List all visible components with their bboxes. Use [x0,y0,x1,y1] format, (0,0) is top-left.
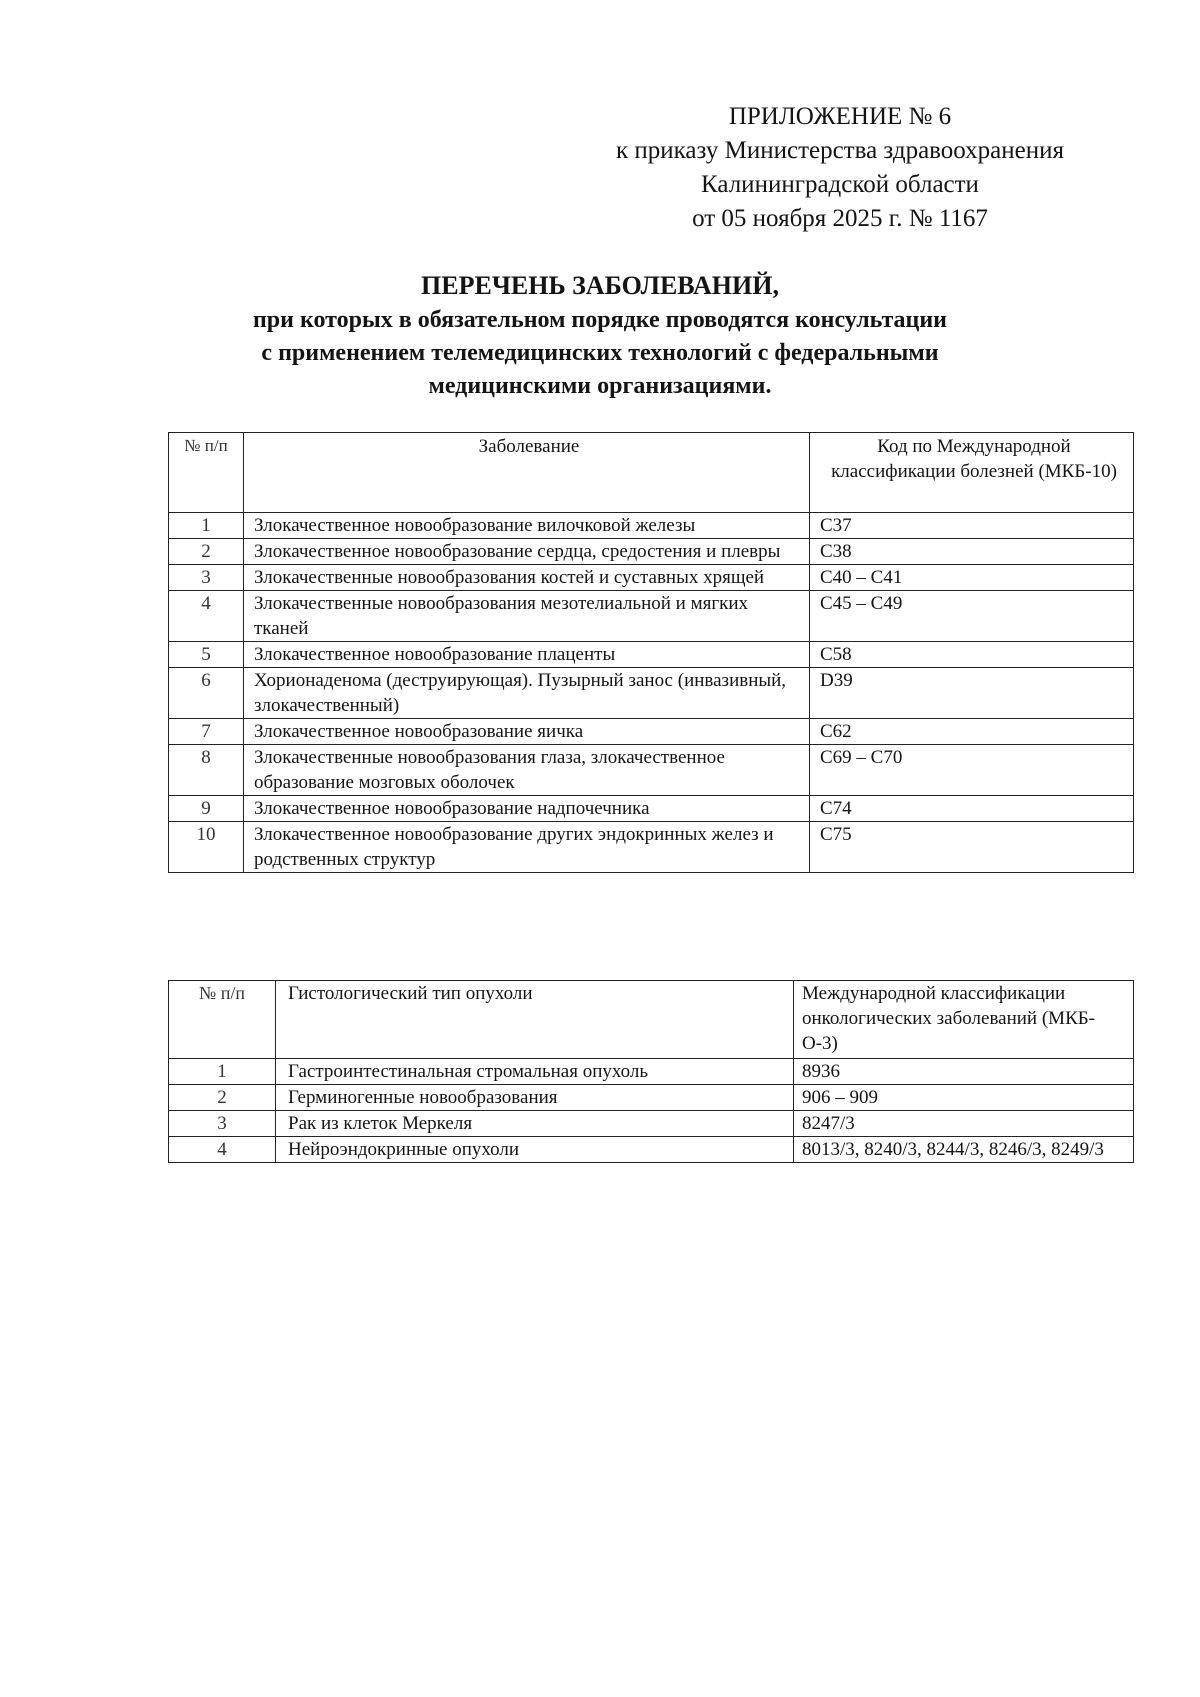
tumor-type: Герминогенные новообразования [276,1085,794,1111]
icd10-code: C45 – C49 [810,591,1134,642]
row-number: 1 [169,1059,276,1085]
table-row [169,565,1134,591]
order-ministry-line: к приказу Министерства здравоохранения [615,137,1065,164]
table-row [169,822,1134,873]
table-row [169,1085,1134,1111]
row-number: 3 [169,1111,276,1137]
table-row [169,668,1134,719]
row-number: 10 [169,822,244,873]
table-header-row [169,433,1134,513]
title-subline-2: с применением телемедицинских технологий с федеральными [261,340,939,366]
appendix-number: ПРИЛОЖЕНИЕ № 6 [728,103,952,130]
icd10-code: C38 [810,539,1134,565]
icd10-code: C69 – C70 [810,745,1134,796]
disease-name: Злокачественные новообразования мезотелиальной и мягких тканей [244,591,810,642]
icdo3-code: 906 – 909 [794,1085,1134,1111]
icd10-code: C37 [810,513,1134,539]
disease-name: Злокачественное новообразование других эндокринных желез и родственных структур [244,822,810,873]
table-row [169,513,1134,539]
table-row [169,796,1134,822]
row-number: 8 [169,745,244,796]
disease-name: Злокачественное новообразование вилочковой железы [244,513,810,539]
icd10-code: C62 [810,719,1134,745]
row-number: 2 [169,539,244,565]
icd10-code: C75 [810,822,1134,873]
disease-name: Злокачественные новообразования глаза, злокачественное образование мозговых оболочек [244,745,810,796]
icd10-code: D39 [810,668,1134,719]
row-number: 1 [169,513,244,539]
document-title [150,268,1050,403]
column-header-icd10-code: Код по Международной классификации болезней (МКБ-10) [810,433,1134,513]
table-header-row [169,981,1134,1059]
table-row [169,1111,1134,1137]
table-row [169,642,1134,668]
disease-name: Злокачественное новообразование яичка [244,719,810,745]
column-header-number: № п/п [169,433,244,513]
column-header-number: № п/п [169,981,276,1059]
icdo3-code: 8247/3 [794,1111,1134,1137]
histology-table [168,980,1134,1163]
row-number: 3 [169,565,244,591]
column-header-disease: Заболевание [244,433,810,513]
tumor-type: Гастроинтестинальная стромальная опухоль [276,1059,794,1085]
disease-name: Хорионаденома (деструирующая). Пузырный занос (инвазивный, злокачественный) [244,668,810,719]
icd10-code: C58 [810,642,1134,668]
icd10-code: C74 [810,796,1134,822]
table-row [169,745,1134,796]
title-subline-1: при которых в обязательном порядке проводятся консультации [252,307,948,333]
disease-name: Злокачественное новообразование плаценты [244,642,810,668]
appendix-header [560,100,1120,236]
tumor-type: Рак из клеток Меркеля [276,1111,794,1137]
row-number: 6 [169,668,244,719]
diseases-table [168,432,1134,873]
row-number: 2 [169,1085,276,1111]
tumor-type: Нейроэндокринные опухоли [276,1137,794,1163]
table-row [169,591,1134,642]
disease-name: Злокачественное новообразование сердца, средостения и плевры [244,539,810,565]
row-number: 4 [169,591,244,642]
title-subline-3: медицинскими организациями. [428,373,772,399]
row-number: 7 [169,719,244,745]
table-row [169,539,1134,565]
icd10-code: C40 – C41 [810,565,1134,591]
title-main: ПЕРЕЧЕНЬ ЗАБОЛЕВАНИЙ, [421,271,779,300]
table-row [169,719,1134,745]
row-number: 9 [169,796,244,822]
row-number: 5 [169,642,244,668]
table-row [169,1059,1134,1085]
column-header-icdo3-code: Международной классификации онкологических заболеваний (МКБ-О-3) [794,981,1134,1059]
order-date-line: от 05 ноября 2025 г. № 1167 [692,205,988,232]
column-header-tumor-type: Гистологический тип опухоли [276,981,794,1059]
icdo3-code: 8013/3, 8240/3, 8244/3, 8246/3, 8249/3 [794,1137,1134,1163]
order-region-line: Калининградской области [701,171,979,198]
row-number: 4 [169,1137,276,1163]
disease-name: Злокачественное новообразование надпочечника [244,796,810,822]
disease-name: Злокачественные новообразования костей и суставных хрящей [244,565,810,591]
icdo3-code: 8936 [794,1059,1134,1085]
table-row [169,1137,1134,1163]
